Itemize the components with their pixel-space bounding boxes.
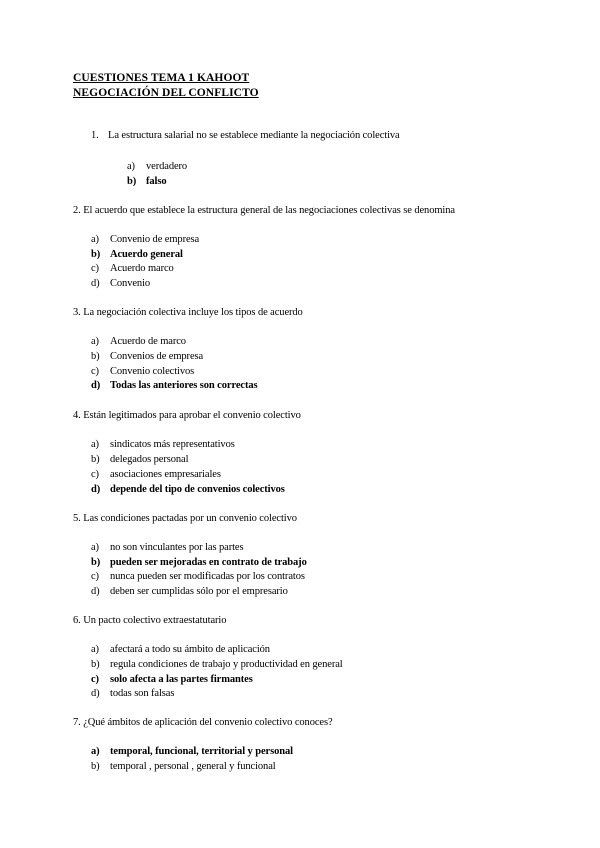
option-label: b) <box>91 659 100 670</box>
option-label: d) <box>91 380 101 391</box>
option-label: c) <box>91 366 99 377</box>
option-text: temporal , personal , general y funcional <box>110 761 276 772</box>
option-text: deben ser cumplidas sólo por el empresario <box>110 586 288 597</box>
question-number: 1. <box>91 130 99 141</box>
option-6c-correct <box>91 674 253 685</box>
option-text: falso <box>146 176 167 187</box>
option-text: pueden ser mejoradas en contrato de trabajo <box>110 557 307 568</box>
option-1b-correct <box>127 176 167 187</box>
option-label: c) <box>91 571 99 582</box>
document-subtitle: NEGOCIACIÓN DEL CONFLICTO <box>73 87 259 99</box>
option-5c <box>91 571 305 582</box>
option-text: Acuerdo marco <box>110 263 174 274</box>
option-3a <box>91 336 186 347</box>
option-text: verdadero <box>146 161 188 172</box>
option-label: d) <box>91 688 100 699</box>
option-label: a) <box>91 439 99 450</box>
option-text: Convenio colectivos <box>110 366 195 377</box>
question-text: Están legitimados para aprobar el convenio colectivo <box>83 410 301 421</box>
question-4 <box>73 410 301 421</box>
option-label: a) <box>91 542 99 553</box>
option-4d-correct <box>91 484 285 495</box>
option-7b <box>91 761 276 772</box>
option-text: depende del tipo de convenios colectivos <box>110 484 285 495</box>
option-text: todas son falsas <box>110 688 175 699</box>
option-label: d) <box>91 484 101 495</box>
option-text: temporal, funcional, territorial y personal <box>110 746 293 757</box>
option-label: d) <box>91 278 100 289</box>
option-label: b) <box>127 176 137 187</box>
option-label: a) <box>91 234 99 245</box>
option-6a <box>91 644 270 655</box>
option-label: a) <box>91 746 100 757</box>
option-label: d) <box>91 586 100 597</box>
question-text: Las condiciones pactadas por un convenio colectivo <box>83 513 297 524</box>
option-2d <box>91 278 150 289</box>
question-7 <box>73 717 333 728</box>
option-label: b) <box>91 249 101 260</box>
question-text: La estructura salarial no se establece mediante la negociación colectiva <box>108 130 400 141</box>
option-text: no son vinculantes por las partes <box>110 542 244 553</box>
option-2a <box>91 234 199 245</box>
question-number: 5. <box>73 513 81 524</box>
option-3c <box>91 366 194 377</box>
option-text: solo afecta a las partes firmantes <box>110 674 253 685</box>
option-5b-correct <box>91 557 307 568</box>
option-label: c) <box>91 469 99 480</box>
question-number: 3. <box>73 307 81 318</box>
option-text: asociaciones empresariales <box>110 469 221 480</box>
option-3d-correct <box>91 380 257 391</box>
option-text: nunca pueden ser modificadas por los contratos <box>110 571 305 582</box>
question-6 <box>73 615 226 626</box>
question-text: Un pacto colectivo extraestatutario <box>83 615 227 626</box>
option-text: Convenio de empresa <box>110 234 200 245</box>
question-2 <box>73 205 455 216</box>
option-label: a) <box>91 336 99 347</box>
option-label: c) <box>91 674 99 685</box>
option-4a <box>91 439 235 450</box>
option-text: regula condiciones de trabajo y productividad en general <box>110 659 343 670</box>
option-label: b) <box>91 351 100 362</box>
option-7a-correct <box>91 746 293 757</box>
option-label: c) <box>91 263 99 274</box>
question-number: 7. <box>73 717 81 728</box>
option-5a <box>91 542 243 553</box>
option-text: afectará a todo su ámbito de aplicación <box>110 644 270 655</box>
option-6b <box>91 659 343 670</box>
question-5 <box>73 513 297 524</box>
option-label: a) <box>91 644 99 655</box>
question-number: 6. <box>73 615 81 626</box>
question-1 <box>91 130 400 141</box>
option-4b <box>91 454 188 465</box>
question-text: ¿Qué ámbitos de aplicación del convenio colectivo conoces? <box>83 717 333 728</box>
option-4c <box>91 469 221 480</box>
option-text: Todas las anteriores son correctas <box>110 380 258 391</box>
option-text: delegados personal <box>110 454 189 465</box>
option-6d <box>91 688 174 699</box>
option-3b <box>91 351 203 362</box>
option-2b-correct <box>91 249 183 260</box>
option-label: b) <box>91 454 100 465</box>
option-5d <box>91 586 288 597</box>
question-3 <box>73 307 303 318</box>
question-text: La negociación colectiva incluye los tipos de acuerdo <box>83 307 303 318</box>
option-label: b) <box>91 761 100 772</box>
option-text: Convenio <box>110 278 151 289</box>
option-text: Convenios de empresa <box>110 351 204 362</box>
option-label: b) <box>91 557 101 568</box>
option-text: sindicatos más representativos <box>110 439 235 450</box>
document-title: CUESTIONES TEMA 1 KAHOOT <box>73 72 250 84</box>
option-text: Acuerdo general <box>110 249 183 260</box>
option-2c <box>91 263 174 274</box>
option-text: Acuerdo de marco <box>110 336 186 347</box>
option-label: a) <box>127 161 135 172</box>
question-text: El acuerdo que establece la estructura general de las negociaciones colectivas se denomina <box>83 205 455 216</box>
question-number: 4. <box>73 410 81 421</box>
question-number: 2. <box>73 205 81 216</box>
option-1a <box>127 161 187 172</box>
